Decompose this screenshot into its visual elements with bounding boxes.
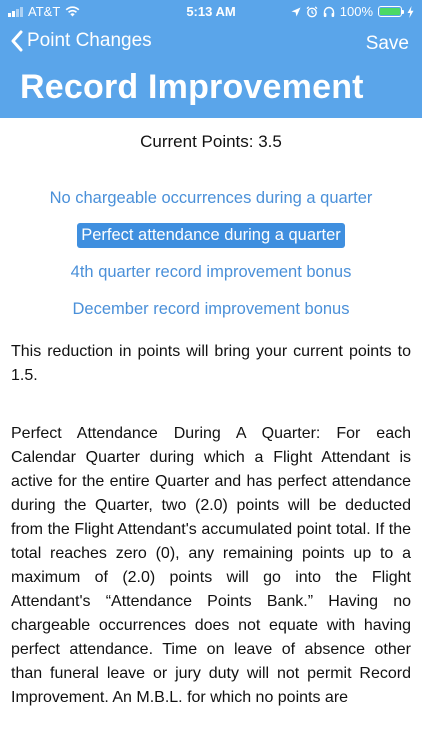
battery-fill [380,8,400,15]
option-perfect-attendance[interactable]: Perfect attendance during a quarter [77,223,345,248]
header [0,0,422,118]
back-button[interactable] [10,30,152,52]
headphones-icon [323,6,335,18]
charging-icon [407,6,414,18]
carrier-label: AT&T [28,4,61,19]
location-icon [291,7,301,17]
battery-icon [378,6,402,17]
points-summary: This reduction in points will bring your current points to 1.5. [11,343,411,384]
chevron-left-icon [10,30,23,52]
status-right [291,4,414,19]
option-no-chargeable-occurrences[interactable]: No chargeable occurrences during a quarter [49,189,373,207]
option-december-bonus[interactable]: December record improvement bonus [72,300,350,318]
alarm-icon [306,6,318,18]
rule-description: Perfect Attendance During A Quarter: For each Calendar Quarter during which a Flight Attendant is active for the entire Quarter and has perfect attendance during the Quarter, two (2.0) points will be deducted from the Flight Attendant's accumulated point total. If the total reaches zero (0), any remaining points up to a maximum of (2.0) points will go into the Flight Attendant's “Attendance Points Bank.” Having no chargeable occurrences does not equate with having perfect attendance. Time on leave of absence other than funeral leave or jury duty will not permit Record Improvement. An M.B.L. for which no points are [11,425,411,706]
battery-percent: 100% [339,4,373,19]
option-4th-quarter-bonus[interactable]: 4th quarter record improvement bonus [70,263,352,281]
save-button[interactable]: Save [365,33,409,54]
page-title: Record Improvement [20,68,364,106]
back-button-label: Point Changes [27,30,152,51]
status-bar [0,0,422,24]
current-points: Current Points: 3.5 [140,132,282,151]
status-time: 5:13 AM [186,4,236,19]
improvement-options [0,186,422,334]
